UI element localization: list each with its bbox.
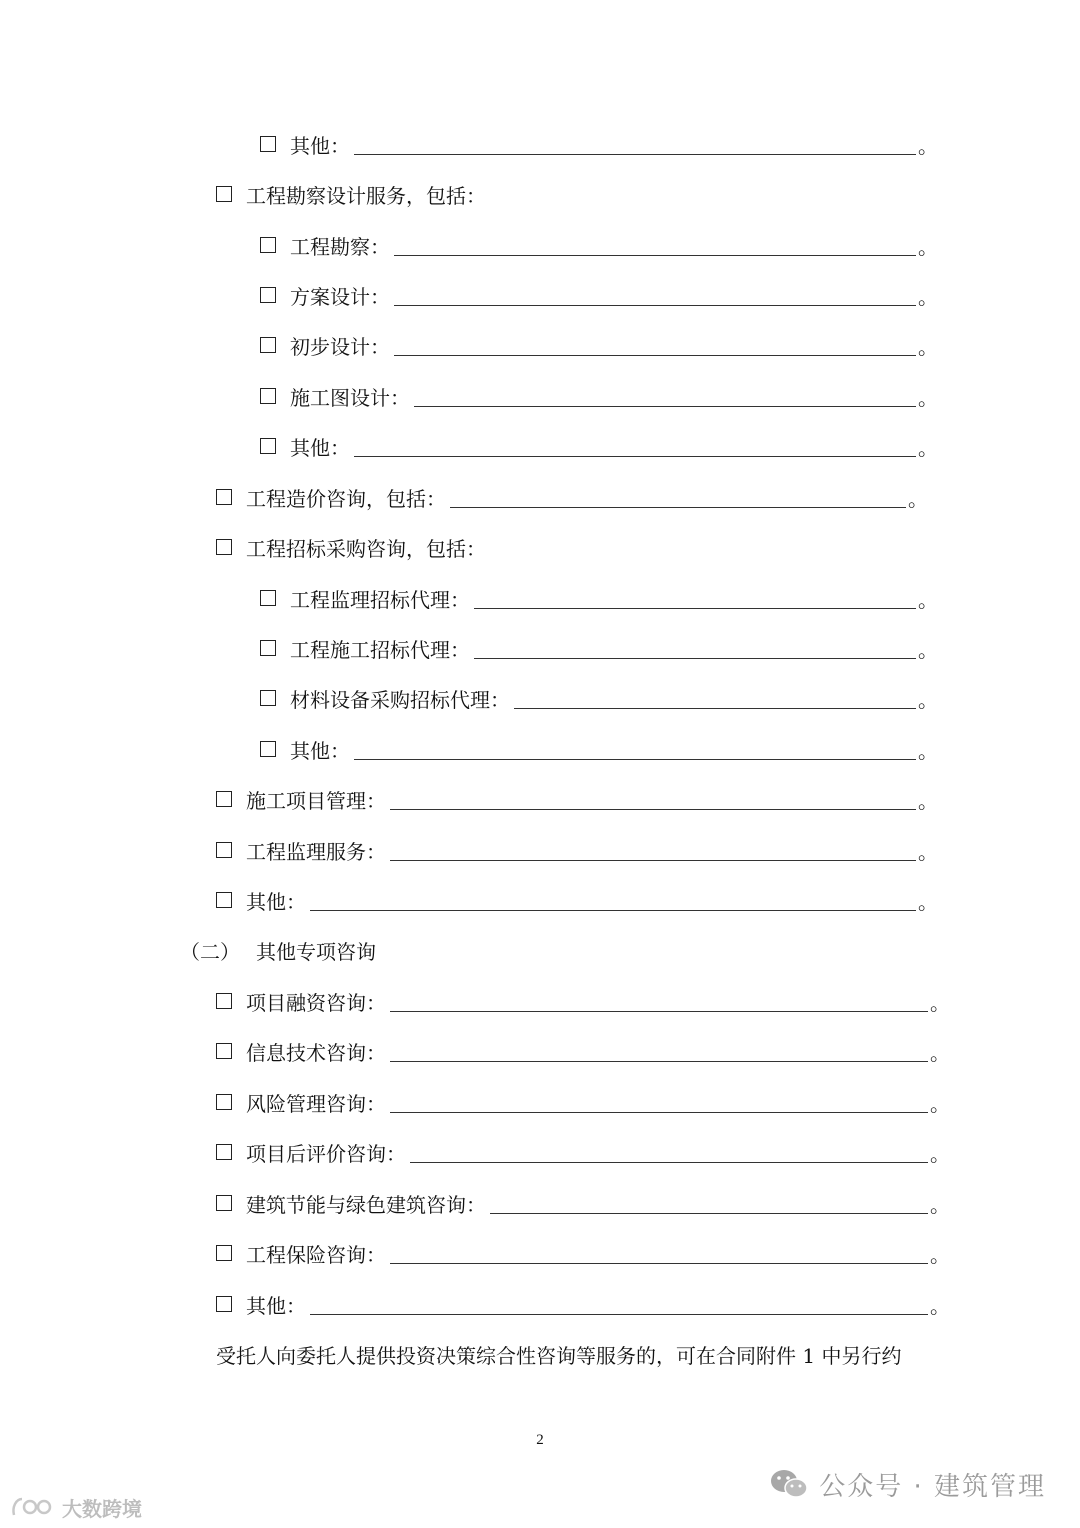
item-label: 其他：: [246, 1293, 306, 1318]
period: 。: [918, 385, 938, 410]
checkbox-row[interactable]: [216, 1233, 950, 1273]
fill-in-blank[interactable]: [354, 134, 916, 155]
period: 。: [930, 1091, 950, 1116]
watermark-text: 大数跨境: [62, 1496, 142, 1521]
period: 。: [930, 1141, 950, 1166]
item-label: 工程造价咨询，包括：: [246, 486, 446, 511]
checkbox-row[interactable]: [260, 678, 938, 718]
checkbox-row[interactable]: [260, 325, 938, 365]
fill-in-blank[interactable]: [354, 436, 916, 457]
checkbox[interactable]: [260, 690, 276, 706]
fill-in-blank[interactable]: [514, 688, 916, 709]
fill-in-blank[interactable]: [390, 1243, 928, 1264]
item-label: 材料设备采购招标代理：: [290, 687, 510, 712]
period: 。: [930, 1242, 950, 1267]
checkbox[interactable]: [216, 1094, 232, 1110]
period: 。: [930, 1040, 950, 1065]
checkbox[interactable]: [216, 1296, 232, 1312]
fill-in-blank[interactable]: [310, 890, 916, 911]
checkbox[interactable]: [216, 791, 232, 807]
fill-in-blank[interactable]: [394, 235, 916, 256]
fill-in-blank[interactable]: [414, 386, 916, 407]
checkbox-row[interactable]: [260, 578, 938, 618]
period: 。: [918, 738, 938, 763]
checkbox-row[interactable]: [260, 124, 938, 164]
checkbox[interactable]: [260, 337, 276, 353]
item-label: 工程勘察设计服务，包括：: [246, 183, 486, 208]
fill-in-blank[interactable]: [390, 991, 928, 1012]
checkbox[interactable]: [216, 993, 232, 1009]
fill-in-blank[interactable]: [390, 840, 916, 861]
fill-in-blank[interactable]: [390, 1041, 928, 1062]
checkbox[interactable]: [216, 1144, 232, 1160]
checkbox[interactable]: [260, 590, 276, 606]
fill-in-blank[interactable]: [474, 588, 916, 609]
checkbox-row[interactable]: [216, 477, 928, 517]
checkbox-row[interactable]: [216, 981, 950, 1021]
item-label: 工程监理招标代理：: [290, 587, 470, 612]
item-label: 其他：: [290, 435, 350, 460]
fill-in-blank[interactable]: [450, 487, 906, 508]
checkbox-row[interactable]: [216, 779, 938, 819]
section-heading: [180, 930, 376, 970]
checkbox[interactable]: [216, 842, 232, 858]
item-label: 初步设计：: [290, 334, 390, 359]
checkbox[interactable]: [216, 1195, 232, 1211]
fill-in-blank[interactable]: [394, 335, 916, 356]
period: 。: [918, 839, 938, 864]
period: 。: [918, 687, 938, 712]
checkbox[interactable]: [260, 741, 276, 757]
item-label: 其他：: [290, 133, 350, 158]
fill-in-blank[interactable]: [474, 638, 916, 659]
checkbox-row[interactable]: [216, 880, 938, 920]
item-label: 工程勘察：: [290, 234, 390, 259]
checkbox[interactable]: [216, 186, 232, 202]
checkbox[interactable]: [216, 1043, 232, 1059]
checkbox-row[interactable]: [260, 225, 938, 265]
item-label: 建筑节能与绿色建筑咨询：: [246, 1192, 486, 1217]
section-number: （二）: [180, 939, 240, 964]
item-label: 工程监理服务：: [246, 839, 386, 864]
checkbox[interactable]: [260, 438, 276, 454]
period: 。: [918, 637, 938, 662]
period: 。: [930, 1293, 950, 1318]
period: 。: [918, 133, 938, 158]
item-label: 信息技术咨询：: [246, 1040, 386, 1065]
checkbox[interactable]: [216, 892, 232, 908]
period: 。: [918, 334, 938, 359]
fill-in-blank[interactable]: [410, 1142, 928, 1163]
body-paragraph: 受托人向委托人提供投资决策综合性咨询等服务的，可在合同附件 1 中另行约: [216, 1343, 902, 1368]
checkbox-row[interactable]: [260, 729, 938, 769]
checkbox-row[interactable]: [216, 527, 486, 567]
period: 。: [918, 284, 938, 309]
item-label: 风险管理咨询：: [246, 1091, 386, 1116]
checkbox-row[interactable]: [260, 426, 938, 466]
item-label: 其他：: [290, 738, 350, 763]
item-label: 工程保险咨询：: [246, 1242, 386, 1267]
checkbox[interactable]: [216, 539, 232, 555]
fill-in-blank[interactable]: [394, 285, 916, 306]
fill-in-blank[interactable]: [390, 1092, 928, 1113]
checkbox-row[interactable]: [216, 1031, 950, 1071]
fill-in-blank[interactable]: [310, 1294, 928, 1315]
watermark-logo: [10, 1492, 142, 1522]
period: 。: [918, 788, 938, 813]
watermark-wechat: [769, 1464, 1046, 1504]
page-number: 2: [536, 1432, 544, 1448]
period: 。: [918, 889, 938, 914]
period: 。: [930, 990, 950, 1015]
checkbox[interactable]: [216, 1245, 232, 1261]
item-label: 项目后评价咨询：: [246, 1141, 406, 1166]
checkbox-row[interactable]: [260, 376, 938, 416]
item-label: 施工项目管理：: [246, 788, 386, 813]
checkbox[interactable]: [260, 388, 276, 404]
checkbox-row[interactable]: [260, 275, 938, 315]
section-title: 其他专项咨询: [256, 939, 376, 964]
wechat-icon: [769, 1468, 809, 1500]
checkbox-row[interactable]: [216, 174, 486, 214]
checkbox-row[interactable]: [216, 1132, 950, 1172]
checkbox[interactable]: [260, 237, 276, 253]
period: 。: [918, 435, 938, 460]
checkbox[interactable]: [216, 489, 232, 505]
item-label: 项目融资咨询：: [246, 990, 386, 1015]
brand-logo-icon: [10, 1495, 56, 1519]
item-label: 其他：: [246, 889, 306, 914]
fill-in-blank[interactable]: [390, 789, 916, 810]
fill-in-blank[interactable]: [354, 739, 916, 760]
checkbox-row[interactable]: [216, 830, 938, 870]
checkbox[interactable]: [260, 640, 276, 656]
item-label: 工程招标采购咨询，包括：: [246, 536, 486, 561]
item-label: 工程施工招标代理：: [290, 637, 470, 662]
checkbox[interactable]: [260, 136, 276, 152]
period: 。: [930, 1192, 950, 1217]
item-label: 施工图设计：: [290, 385, 410, 410]
checkbox-row[interactable]: [216, 1284, 950, 1324]
fill-in-blank[interactable]: [490, 1193, 928, 1214]
watermark-text: 公众号 · 建筑管理: [819, 1471, 1046, 1502]
checkbox-row[interactable]: [260, 628, 938, 668]
period: 。: [918, 234, 938, 259]
period: 。: [918, 587, 938, 612]
item-label: 方案设计：: [290, 284, 390, 309]
checkbox-row[interactable]: [216, 1183, 950, 1223]
checkbox-row[interactable]: [216, 1082, 950, 1122]
period: 。: [908, 486, 928, 511]
checkbox[interactable]: [260, 287, 276, 303]
